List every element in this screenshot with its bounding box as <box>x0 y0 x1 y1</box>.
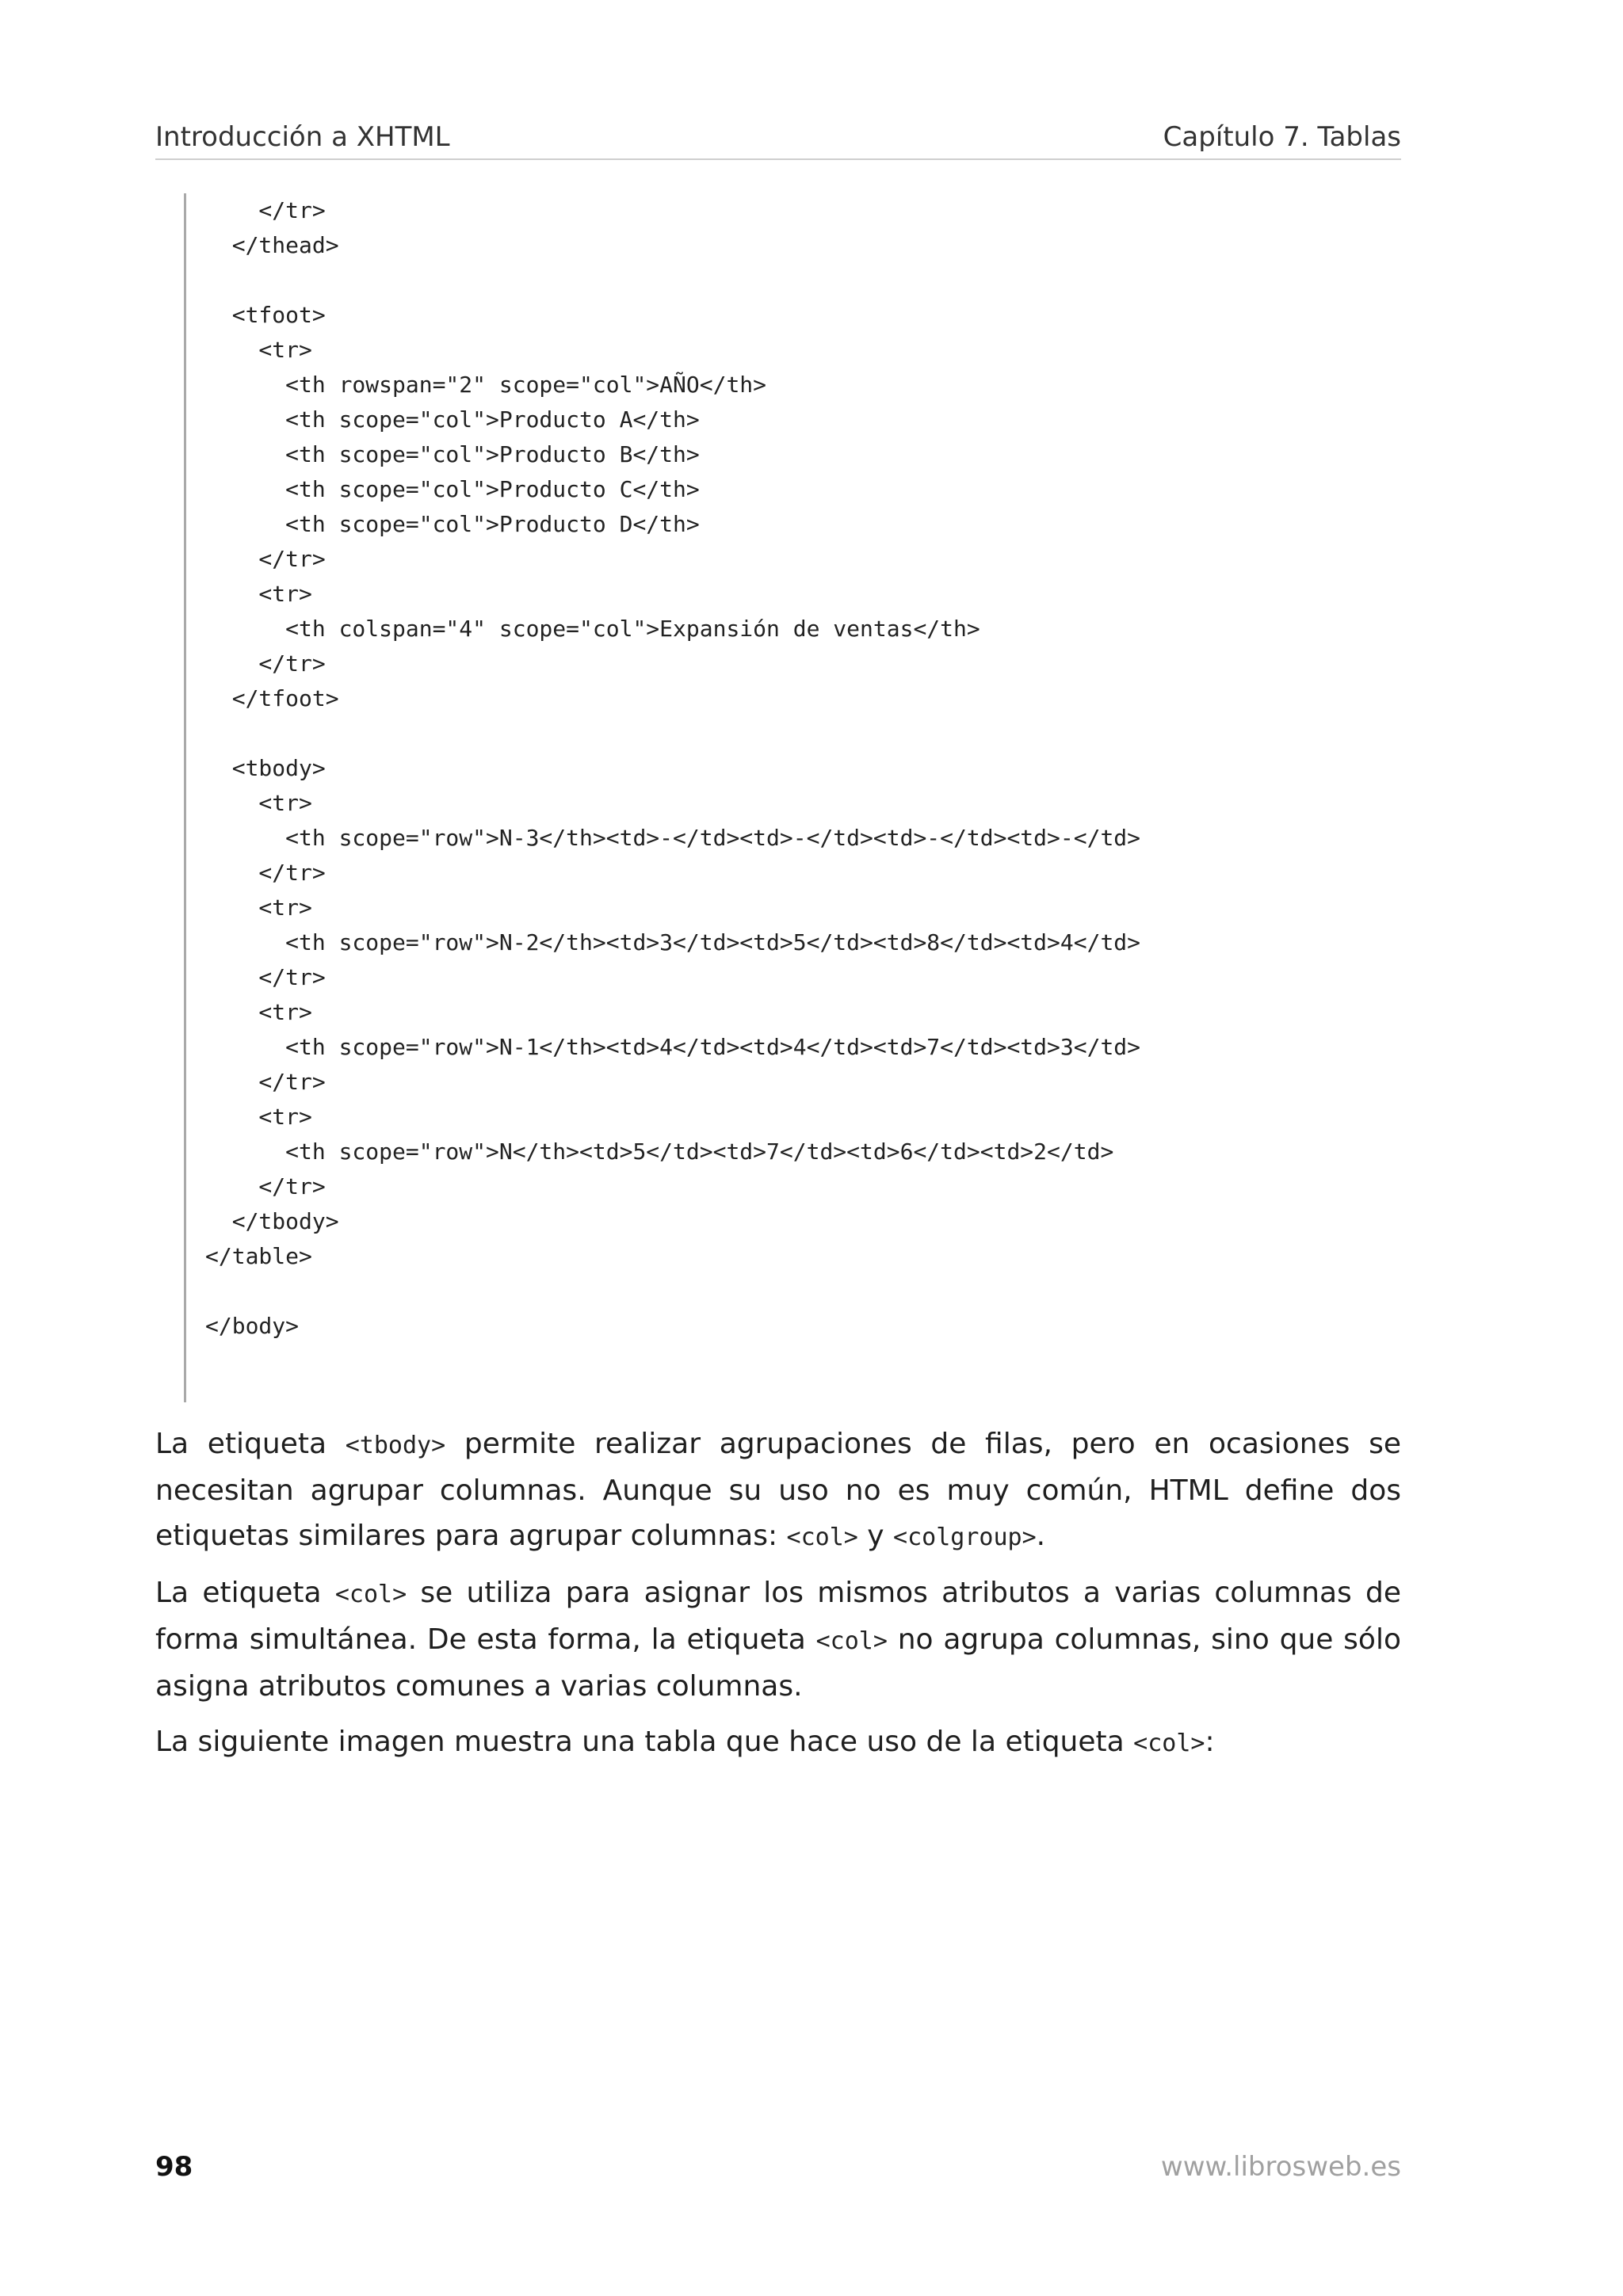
inline-code: <col> <box>1133 1730 1205 1757</box>
code-line: <tr> <box>205 894 312 921</box>
paragraph-text: . <box>1036 1520 1046 1552</box>
code-line: </tr> <box>205 650 326 677</box>
code-line: <tfoot> <box>205 302 326 328</box>
code-line: </tr> <box>205 964 326 990</box>
code-line: <th scope="col">Producto C</th> <box>205 476 700 502</box>
body-paragraph <box>155 1570 1401 1709</box>
site-url: www.librosweb.es <box>1160 2151 1401 2183</box>
body-paragraph <box>155 1421 1401 1560</box>
inline-code: <colgroup> <box>893 1524 1037 1551</box>
inline-code: <col> <box>334 1581 407 1608</box>
code-line: </body> <box>205 1313 300 1339</box>
code-line: </tr> <box>205 1173 326 1199</box>
code-line: <th scope="row">N</th><td>5</td><td>7</td><td>6</td><td>2</td> <box>205 1138 1114 1165</box>
code-line: <th colspan="4" scope="col">Expansión de ventas</th> <box>205 616 980 642</box>
code-line: </tfoot> <box>205 685 339 711</box>
paragraph-text: se utiliza para asignar los mismos atributos a varias columnas de forma simultánea. De esta forma, la etiqueta <box>155 1577 1401 1656</box>
inline-code: <col> <box>786 1524 858 1551</box>
code-line: <tr> <box>205 790 312 816</box>
code-line: <tbody> <box>205 755 326 781</box>
body-paragraph <box>155 1719 1401 1766</box>
paragraph-text: La etiqueta <box>155 1428 346 1460</box>
code-line: <th scope="col">Producto B</th> <box>205 441 700 467</box>
code-line: <tr> <box>205 999 312 1025</box>
chapter-title: Capítulo 7. Tablas <box>1163 121 1401 153</box>
code-line: <th scope="col">Producto A</th> <box>205 406 700 433</box>
code-line: </tr> <box>205 860 326 886</box>
code-line: <tr> <box>205 337 312 363</box>
paragraph-text: La siguiente imagen muestra una tabla que hace uso de la etiqueta <box>155 1726 1134 1758</box>
inline-code: <col> <box>815 1627 888 1655</box>
book-title: Introducción a XHTML <box>155 121 450 153</box>
code-line: <tr> <box>205 581 312 607</box>
page-number: 98 <box>155 2151 193 2183</box>
paragraph-text: La etiqueta <box>155 1577 335 1609</box>
code-line: <th rowspan="2" scope="col">AÑO</th> <box>205 372 767 398</box>
paragraph-text: permite realizar agrupaciones de filas, pero en ocasiones se necesitan agrupar columnas. Aunque su uso no es muy común, HTML define dos etiquetas similares para agrupar columnas: <box>155 1428 1402 1552</box>
code-block <box>184 193 1375 1402</box>
paragraph-text: : <box>1205 1726 1215 1758</box>
code-line: </tbody> <box>205 1208 339 1234</box>
code-line: <th scope="row">N-2</th><td>3</td><td>5</td><td>8</td><td>4</td> <box>205 929 1141 955</box>
code-line: <th scope="col">Producto D</th> <box>205 511 700 537</box>
code-line: </table> <box>205 1243 312 1269</box>
code-line: </thead> <box>205 232 339 258</box>
code-line: </tr> <box>205 546 326 572</box>
page-header <box>155 119 1401 160</box>
paragraph-text: y <box>857 1520 894 1552</box>
paragraph-text: no agrupa columnas, sino que sólo asigna atributos comunes a varias columnas. <box>155 1623 1401 1703</box>
code-line: </tr> <box>205 197 326 223</box>
inline-code: <tbody> <box>345 1432 446 1459</box>
code-line: <th scope="row">N-1</th><td>4</td><td>4</td><td>7</td><td>3</td> <box>205 1034 1141 1060</box>
code-line: <tr> <box>205 1104 312 1130</box>
code-line: </tr> <box>205 1069 326 1095</box>
code-line: <th scope="row">N-3</th><td>-</td><td>-</td><td>-</td><td>-</td> <box>205 825 1141 851</box>
